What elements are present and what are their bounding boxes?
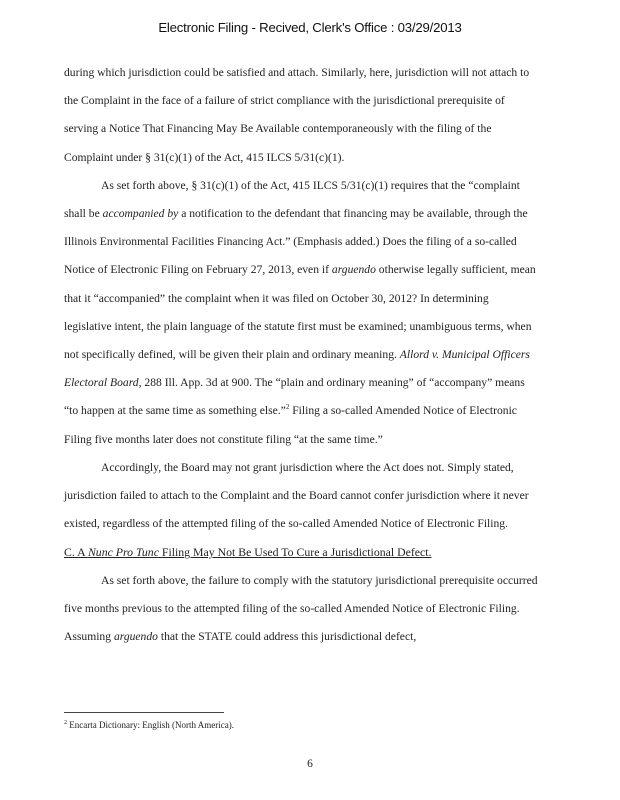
footnote (64, 720, 234, 730)
paragraph-accordingly (64, 454, 538, 539)
footnote-reference: 2 (285, 403, 290, 412)
section-heading-italic: Nunc Pro Tunc (87, 545, 159, 560)
text-segment: Filing a so-called Amended Notice of Electronic Filing five months later does not constitute filing “at the same time.” (64, 404, 517, 446)
document-body (64, 59, 538, 651)
paragraph-continued (64, 59, 538, 172)
paragraph-accompanied-by (64, 172, 538, 454)
italic-text: arguendo (331, 263, 376, 277)
text-segment: a notification to the defendant that financing may be available, through the Illinois Environmental Facilities Financing Act.” (Emphasis added.) Does the filing of a so-called Notice of Electronic Filing on February 27, 2013, even if (64, 207, 528, 277)
text-segment: otherwise legally sufficient, mean that it “accompanied” the complaint when it was filed on October 30, 2012? In determining legislative intent, the plain language of the statute first must be examined; unambiguous terms, when not specifically defined, will be given their plain and ordinary meaning. (64, 263, 536, 362)
page-number: 6 (307, 758, 313, 770)
section-heading-prefix: C. A (64, 545, 88, 560)
section-heading-suffix: Filing May Not Be Used To Cure a Jurisdictional Defect. (158, 545, 432, 560)
filing-stamp-header: Electronic Filing - Recived, Clerk's Office : 03/29/2013 (158, 20, 462, 35)
italic-text: Allord v. Municipal Officers Electoral Board (64, 348, 530, 390)
text-segment: that the STATE could address this jurisdictional defect, (157, 630, 417, 644)
text-segment: Accordingly, the Board may not grant jurisdiction where the Act does not. Simply stated, jurisdiction failed to attach to the Complaint and the Board cannot confer jurisdiction where it never existed, regardless of the attempted filing of the so-called Amended Notice of Electronic Filing. (64, 460, 529, 531)
paragraph-nunc-pro-tunc (64, 567, 538, 652)
text-segment: during which jurisdiction could be satisfied and attach. Similarly, here, jurisdiction will not attach to the Complaint in the face of a failure of strict compliance with the jurisdictional prerequisite of serving a Notice That Financing May Be Available contemporaneously with the filing of the Complaint under § 31(c)(1) of the Act, 415 ILCS 5/31(c)(1). (64, 66, 530, 164)
italic-text: arguendo (113, 630, 158, 644)
footnote-text: Encarta Dictionary: English (North America). (67, 720, 234, 730)
footnote-divider (64, 712, 224, 713)
text-segment: , 288 Ill. App. 3d at 900. The “plain and ordinary meaning” of “accompany” means “to happen at the same time as something else.” (64, 376, 525, 418)
section-heading-c (64, 538, 538, 566)
text-segment: As set forth above, the failure to comply with the statutory jurisdictional prerequisite occurred five months previous to the attempted filing of the so-called Amended Notice of Electronic Filing. Assuming (64, 573, 538, 644)
italic-text: accompanied by (102, 207, 179, 221)
footnote-marker: 2 (64, 720, 67, 726)
text-segment: As set forth above, § 31(c)(1) of the Act, 415 ILCS 5/31(c)(1) requires that the “complaint shall be (64, 178, 520, 221)
